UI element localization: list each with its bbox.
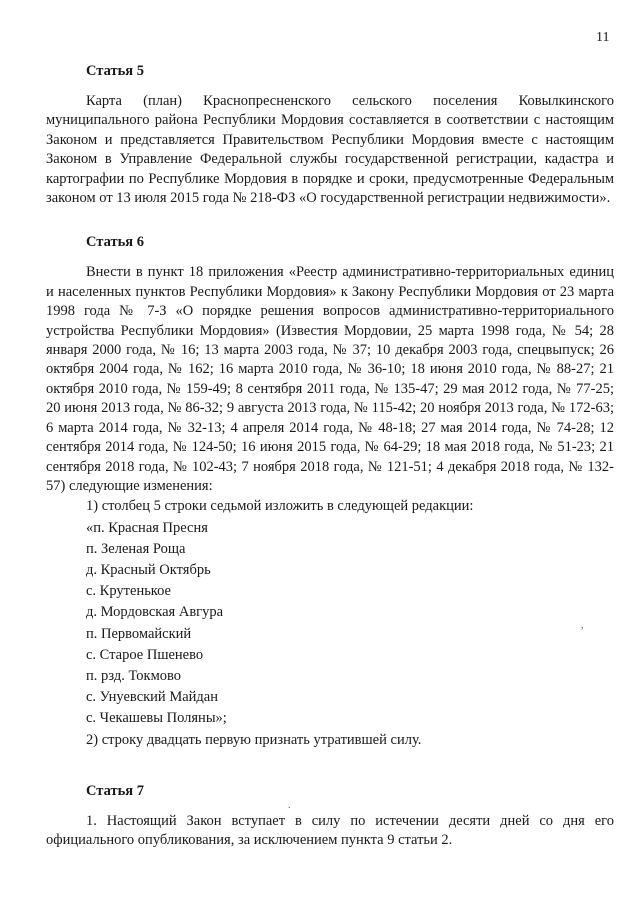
scan-speck: , bbox=[581, 620, 584, 631]
list-item: п. рзд. Токмово bbox=[86, 667, 182, 684]
amendment-list bbox=[46, 496, 614, 750]
list-item: п. Зеленая Роща bbox=[86, 540, 186, 557]
page-number: 11 bbox=[596, 30, 610, 45]
article-6 bbox=[46, 234, 614, 750]
list-item: «п. Красная Пресня bbox=[86, 519, 208, 536]
list-item: с. Старое Пшенево bbox=[86, 646, 204, 663]
list-item: п. Первомайский bbox=[86, 625, 192, 642]
article-5-title: Статья 5 bbox=[86, 63, 144, 79]
list-item: 2) строку двадцать первую признать утратившей силу. bbox=[86, 731, 422, 748]
list-item: с. Унуевский Майдан bbox=[86, 689, 218, 706]
list-item: д. Красный Октябрь bbox=[86, 561, 211, 578]
article-5 bbox=[46, 63, 614, 208]
article-5-text: Карта (план) Краснопресненского сельского поселения Ковылкинского муниципального района Республики Мордовия составляется в соответствии с настоящим Законом и представляется Правительством Республики Мордовия вместе с настоящим Законом в Управление Федеральной службы государственной регистрации, кадастра и картографии по Республике Мордовия в порядке и сроки, предусмотренные Федеральным законом от 13 июля 2015 года № 218-ФЗ «О государственной регистрации недвижимости». bbox=[46, 93, 614, 207]
list-item: 1) столбец 5 строки седьмой изложить в следующей редакции: bbox=[86, 498, 474, 515]
article-7-title: Статья 7 bbox=[86, 782, 144, 799]
list-item: с. Крутенькое bbox=[86, 583, 171, 600]
article-6-title: Статья 6 bbox=[86, 234, 144, 251]
scan-speck: . bbox=[288, 800, 291, 811]
article-6-text: Внести в пункт 18 приложения «Реестр административно-территориальных единиц и населенных пунктов Республики Мордовия» к Закону Республики Мордовия от 23 марта 1998 года № 7-З «О порядке решения вопросов административно-территориального устройства Республики Мордовия» (Известия Мордовии, 25 марта 1998 года, № 54; 28 января 2000 года, № 16; 13 марта 2003 года, № 37; 10 декабря 2003 года, спецвыпуск; 26 октября 2004 года, № 162; 16 марта 2010 года, № 36-10; 18 июня 2010 года, № 88-27; 21 октября 2010 года, № 159-49; 8 сентября 2011 года, № 135-47; 29 мая 2012 года, № 77-25; 20 июня 2013 года, № 86-32; 9 августа 2013 года, № 115-42; 20 ноября 2013 года, № 172-63; 6 марта 2014 года, № 32-13; 4 апреля 2014 года, № 48-18; 27 мая 2014 года, № 74-28; 12 сентября 2014 года, № 124-50; 16 июня 2015 года, № 64-29; 18 мая 2018 года, № 51-23; 21 сентября 2018 года, № 102-43; 7 ноября 2018 года, № 121-51; 4 декабря 2018 года, № 132-57) следующие изменения: bbox=[46, 264, 614, 494]
article-7 bbox=[46, 783, 614, 851]
article-7-text: 1. Настоящий Закон вступает в силу по истечении десяти дней со дня его официального опубликования, за исключением пункта 9 статьи 2. bbox=[46, 812, 614, 849]
list-item: с. Чекашевы Поляны»; bbox=[86, 710, 227, 727]
list-item: д. Мордовская Авгура bbox=[86, 604, 224, 621]
document-body bbox=[46, 63, 614, 851]
